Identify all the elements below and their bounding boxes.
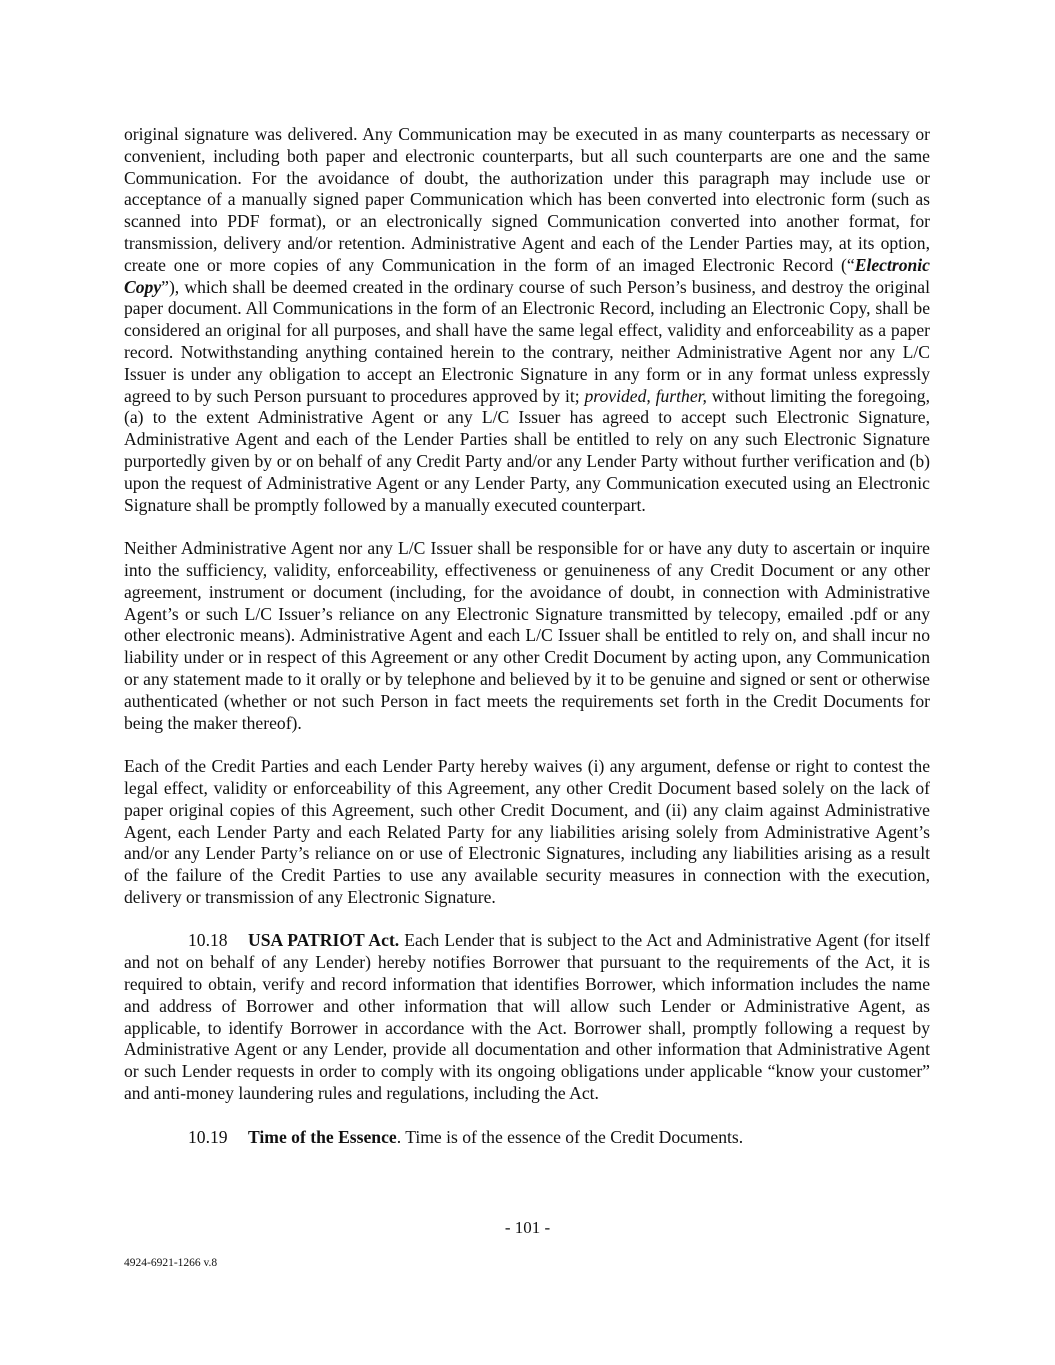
section-heading: Time of the Essence	[248, 1126, 397, 1147]
page-number: - 101 -	[504, 1218, 551, 1237]
section-10-19	[124, 1127, 930, 1149]
proviso-text: provided, further,	[584, 385, 707, 406]
section-heading: USA PATRIOT Act.	[248, 930, 400, 951]
document-id: 4924-6921-1266 v.8	[124, 1257, 218, 1269]
paragraph-electronic-records: original signature was delivered. Any Communication may be executed in as many counterparts as necessary or convenient, including both paper and electronic counterparts, but all such counterparts are one and the same Communication. For the avoidance of doubt, the authorization under this paragraph may include use or acceptance of a manually signed paper Communication which has been converted into electronic form (such as scanned into PDF format), or an electronically signed Communication converted into another format, for transmission, delivery and/or retention. Administrative Agent and each of the Lender Parties may, at its option, create one or more copies of any Communication in the form of an imaged Electronic Record (“Electronic Copy”), which shall be deemed created in the ordinary course of such Person’s business, and destroy the original paper document. All Communications in the form of an Electronic Record, including an Electronic Copy, shall be considered an original for all purposes, and shall have the same legal effect, validity and enforceability as a paper record. Notwithstanding anything contained herein to the contrary, neither Administrative Agent nor any L/C Issuer is under any obligation to accept an Electronic Signature in any form or in any format unless expressly agreed to by such Person pursuant to procedures approved by it; provided, further, without limiting the foregoing, (a) to the extent Administrative Agent or any L/C Issuer has agreed to accept such Electronic Signature, Administrative Agent and each of the Lender Parties shall be entitled to rely on any such Electronic Signature purportedly given by or on behalf of any Credit Party and/or any Lender Party without further verification and (b) upon the request of Administrative Agent or any Lender Party, any Communication executed using an Electronic Signature shall be promptly followed by a manually executed counterpart.	[124, 124, 930, 515]
document-body	[124, 124, 930, 1148]
paragraph-waiver: Each of the Credit Parties and each Lender Party hereby waives (i) any argument, defense or right to contest the legal effect, validity or enforceability of this Agreement, any other Credit Document based solely on the lack of paper original copies of this Agreement, such other Credit Document, and (ii) any claim against Administrative Agent, each Lender Party and each Related Party for any liabilities arising solely from Administrative Agent’s and/or any Lender Party’s reliance on or use of Electronic Signatures, including any liabilities arising as a result of the failure of the Credit Parties to use any available security measures in connection with the execution, delivery or transmission of any Electronic Signature.	[124, 756, 930, 907]
section-10-18	[124, 930, 930, 1104]
section-body: Each Lender that is subject to the Act and Administrative Agent (for itself and not on behalf of any Lender) hereby notifies Borrower that pursuant to the requirements of the Act, it is required to obtain, verify and record information that identifies Borrower, which information includes the name and address of Borrower and other information that will allow such Lender or Administrative Agent, as applicable, to identify Borrower in accordance with the Act. Borrower shall, promptly following a request by Administrative Agent or any Lender, provide all documentation and other information that Administrative Agent or such Lender requests in order to comply with its ongoing obligations under applicable “know your customer” and anti-money laundering rules and regulations, including the Act.	[124, 930, 930, 1104]
section-number: 10.18	[188, 930, 228, 951]
paragraph-no-duty-to-ascertain: Neither Administrative Agent nor any L/C Issuer shall be responsible for or have any duty to ascertain or inquire into the sufficiency, validity, enforceability, effectiveness or genuineness of any Credit Document or any other agreement, instrument or document (including, for the avoidance of doubt, in connection with Administrative Agent’s or such L/C Issuer’s reliance on any Electronic Signature transmitted by telecopy, emailed .pdf or any other electronic means). Administrative Agent and each L/C Issuer shall be entitled to rely on, and shall incur no liability under or in respect of this Agreement or any other Credit Document by acting upon, any Communication or any statement made to it orally or by telephone and believed by it to be genuine and signed or sent or otherwise authenticated (whether or not such Person in fact meets the requirements set forth in the Credit Documents for being the maker thereof).	[124, 538, 930, 733]
defined-term-electronic-copy: Electronic Copy	[124, 254, 930, 297]
section-body: . Time is of the essence of the Credit Documents.	[396, 1126, 744, 1147]
section-number: 10.19	[188, 1126, 228, 1147]
